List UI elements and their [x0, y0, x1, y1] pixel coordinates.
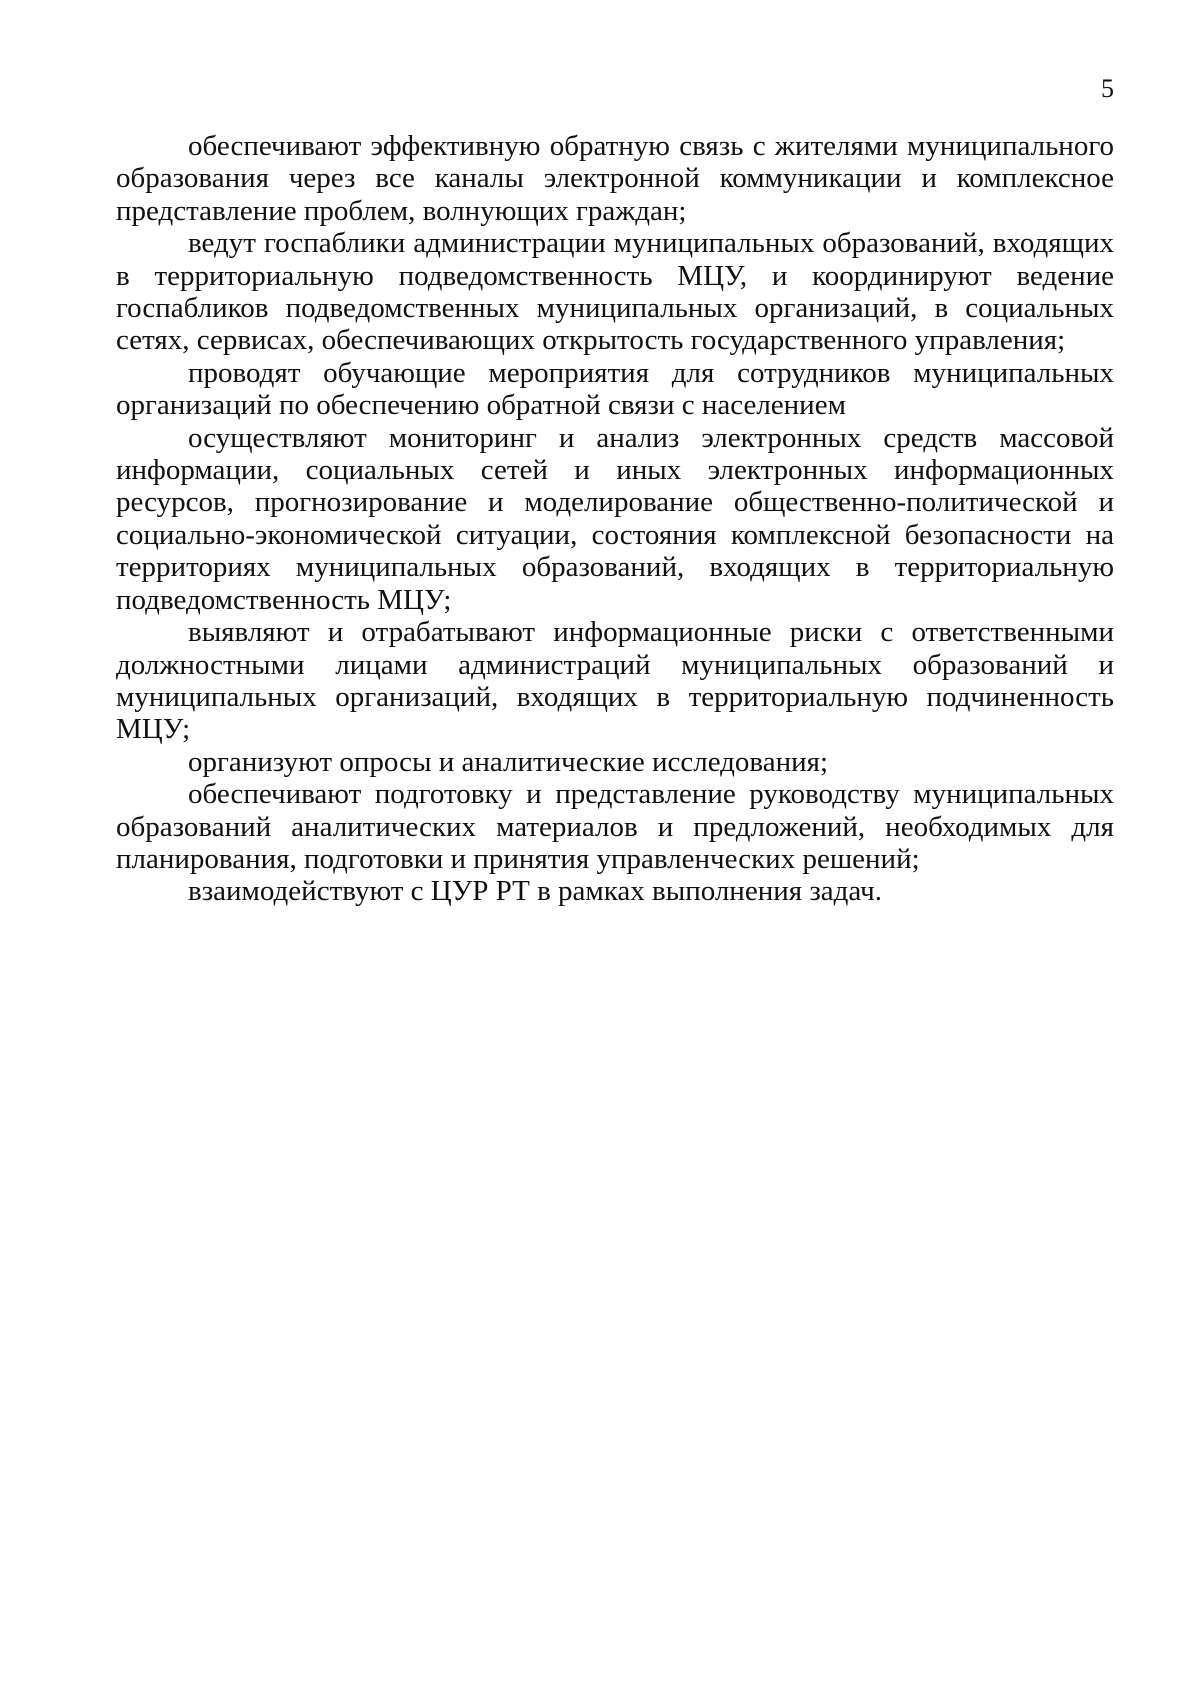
paragraph-training: проводят обучающие мероприятия для сотрудников муниципальных организаций по обеспечению обратной связи с населением — [116, 356, 1114, 422]
paragraph-risks: выявляют и отрабатывают информационные риски с ответственными должностными лицами администраций муниципальных образований и муниципальных организаций, входящих в территориальную подчиненность МЦУ; — [116, 616, 1114, 746]
paragraph-public-pages: ведут госпаблики администрации муниципальных образований, входящих в территориальную подведомственность МЦУ, и координируют ведение госпабликов подведомственных муниципальных организаций, в социальных сетях, сервисах, обеспечивающих открытость государственного управления; — [116, 227, 1114, 357]
document-body — [116, 130, 1114, 908]
paragraph-analytics: обеспечивают подготовку и представление руководству муниципальных образований аналитических материалов и предложений, необходимых для планирования, подготовки и принятия управленческих решений; — [116, 778, 1114, 875]
paragraph-cooperation: взаимодействуют с ЦУР РТ в рамках выполнения задач. — [188, 875, 882, 908]
paragraph-feedback: обеспечивают эффективную обратную связь с жителями муниципального образования через все каналы электронной коммуникации и комплексное представление проблем, волнующих граждан; — [116, 130, 1114, 227]
page-number: 5 — [1101, 74, 1114, 103]
paragraph-surveys: организуют опросы и аналитические исследования; — [188, 745, 829, 778]
paragraph-monitoring: осуществляют мониторинг и анализ электронных средств массовой информации, социальных сетей и иных электронных информационных ресурсов, прогнозирование и моделирование общественно-политической и социально-экономической ситуации, состояния комплексной безопасности на территориях муниципальных образований, входящих в территориальную подведомственность МЦУ; — [116, 421, 1114, 616]
